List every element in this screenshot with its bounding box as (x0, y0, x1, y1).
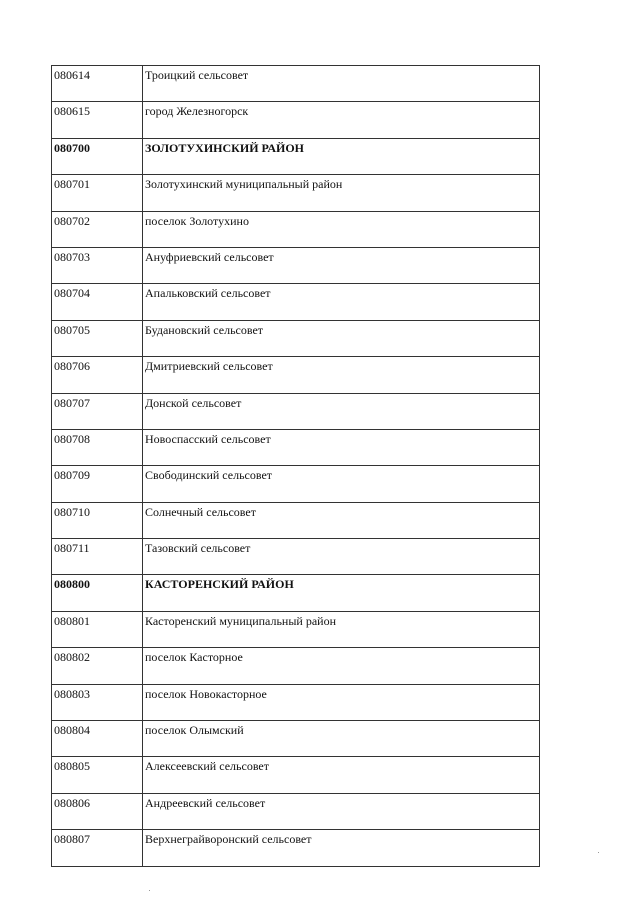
row-name: Тазовский сельсовет (143, 539, 540, 575)
table-row (52, 211, 540, 247)
row-name: поселок Новокасторное (143, 684, 540, 720)
row-code: 080802 (52, 648, 143, 684)
row-name: Апальковский сельсовет (143, 284, 540, 320)
table-row (52, 830, 540, 866)
row-code: 080702 (52, 211, 143, 247)
row-name: Касторенский муниципальный район (143, 611, 540, 647)
table-row (52, 648, 540, 684)
row-name: Алексеевский сельсовет (143, 757, 540, 793)
row-name: город Железногорск (143, 102, 540, 138)
table-row (52, 611, 540, 647)
row-name: поселок Касторное (143, 648, 540, 684)
row-name: Новоспасский сельсовет (143, 429, 540, 465)
scan-speck (598, 852, 599, 853)
row-name: Андреевский сельсовет (143, 793, 540, 829)
row-code: 080614 (52, 66, 143, 102)
table-row (52, 357, 540, 393)
row-name: Будановский сельсовет (143, 320, 540, 356)
code-table (51, 65, 540, 867)
row-name: Свободинский сельсовет (143, 466, 540, 502)
table-row (52, 175, 540, 211)
section-header-row (52, 138, 540, 174)
table-row (52, 66, 540, 102)
row-code: 080709 (52, 466, 143, 502)
table-row (52, 284, 540, 320)
row-code: 080615 (52, 102, 143, 138)
row-code: 080700 (52, 138, 143, 174)
table-row (52, 793, 540, 829)
row-code: 080710 (52, 502, 143, 538)
table-row (52, 684, 540, 720)
row-name: Верхнеграйворонский сельсовет (143, 830, 540, 866)
row-name: Троицкий сельсовет (143, 66, 540, 102)
row-name: ЗОЛОТУХИНСКИЙ РАЙОН (143, 138, 540, 174)
row-code: 080807 (52, 830, 143, 866)
row-code: 080705 (52, 320, 143, 356)
row-code: 080703 (52, 247, 143, 283)
row-code: 080801 (52, 611, 143, 647)
table-row (52, 539, 540, 575)
row-code: 080803 (52, 684, 143, 720)
row-code: 080804 (52, 721, 143, 757)
row-code: 080800 (52, 575, 143, 611)
scan-speck (149, 890, 150, 891)
table-row (52, 247, 540, 283)
row-code: 080711 (52, 539, 143, 575)
table-row (52, 466, 540, 502)
row-name: поселок Олымский (143, 721, 540, 757)
row-code: 080806 (52, 793, 143, 829)
row-name: Золотухинский муниципальный район (143, 175, 540, 211)
row-name: Солнечный сельсовет (143, 502, 540, 538)
row-code: 080707 (52, 393, 143, 429)
section-header-row (52, 575, 540, 611)
row-code: 080701 (52, 175, 143, 211)
row-code: 080706 (52, 357, 143, 393)
row-name: Дмитриевский сельсовет (143, 357, 540, 393)
row-name: Ануфриевский сельсовет (143, 247, 540, 283)
table-row (52, 429, 540, 465)
row-code: 080708 (52, 429, 143, 465)
code-table-body (52, 66, 540, 867)
table-row (52, 502, 540, 538)
row-name: поселок Золотухино (143, 211, 540, 247)
row-name: КАСТОРЕНСКИЙ РАЙОН (143, 575, 540, 611)
row-code: 080704 (52, 284, 143, 320)
table-row (52, 102, 540, 138)
row-name: Донской сельсовет (143, 393, 540, 429)
table-row (52, 721, 540, 757)
table-row (52, 320, 540, 356)
table-row (52, 757, 540, 793)
table-row (52, 393, 540, 429)
row-code: 080805 (52, 757, 143, 793)
